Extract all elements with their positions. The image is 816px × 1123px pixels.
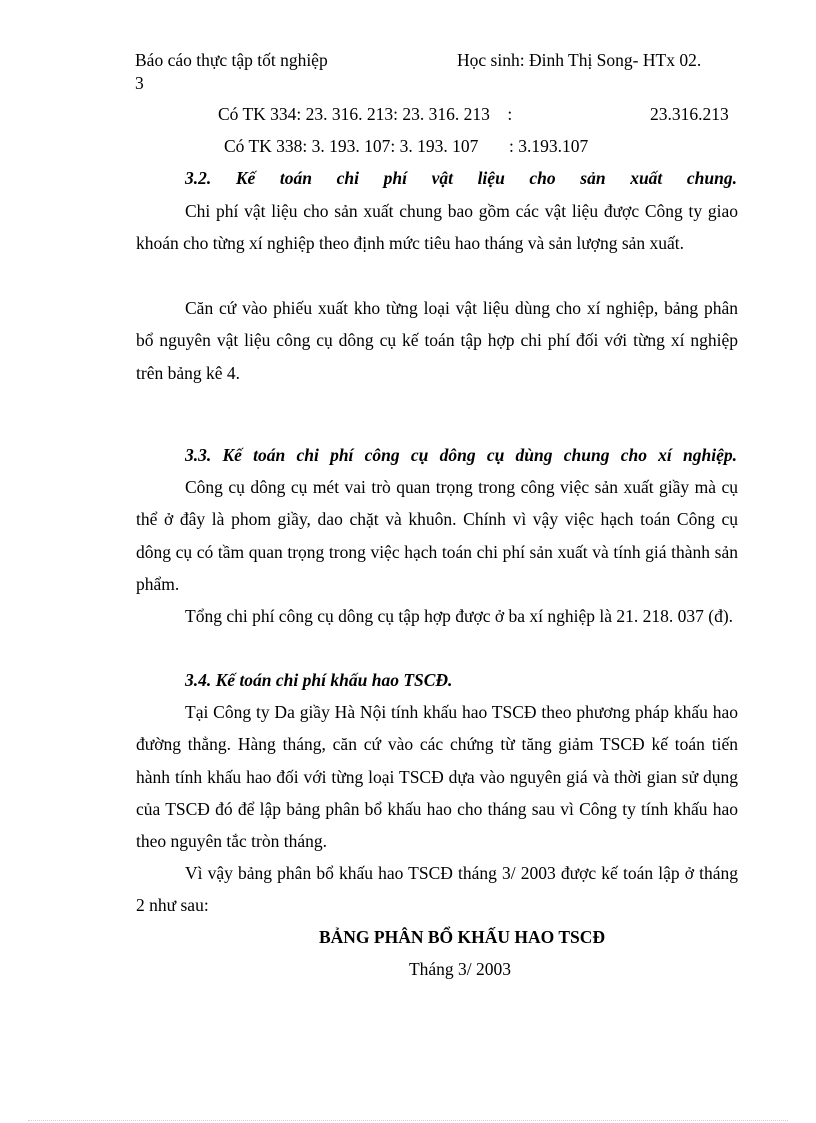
report-title: Báo cáo thực tập tốt nghiệp — [135, 50, 328, 70]
credit-entry-338: Có TK 338: 3. 193. 107: 3. 193. 107 : 3.193.107 — [224, 136, 589, 156]
paragraph-3-3-2: Tổng chi phí công cụ dông cụ tập hợp được ở ba xí nghiệp là 21. 218. 037 (đ). — [185, 606, 734, 626]
student-name: Học sinh: Đinh Thị Song- HTx 02. — [457, 50, 702, 70]
section-heading-3-4: 3.4. Kế toán chi phí khấu hao TSCĐ. — [185, 670, 453, 690]
table-title: BẢNG PHÂN BỔ KHẤU HAO TSCĐ — [318, 927, 606, 947]
credit-entry-334-text: Có TK 334: 23. 316. 213: 23. 316. 213 : — [218, 104, 513, 124]
page-divider — [28, 1120, 788, 1121]
credit-entry-334-amount: 23.316.213 — [650, 104, 729, 124]
paragraph-3-2-2: Căn cứ vào phiếu xuất kho từng loại vật liệu dùng cho xí nghiệp, bảng phân bổ nguyên vật liệu công cụ dông cụ kế toán tập hợp chi phí đối với từng xí nghiệp trên bảng kê 4. — [136, 298, 738, 383]
paragraph-3-3-1: Công cụ dông cụ mét vai trò quan trọng trong công việc sản xuất giầy mà cụ thể ở đây là phom giầy, dao chặt và khuôn. Chính vì vậy việc hạch toán Công cụ dông cụ có tầm quan trọng trong việc hạch toán chi phí sản xuất và tính giá thành sản phẩm. — [136, 477, 738, 594]
student-class-wrap: 3 — [135, 73, 144, 93]
section-heading-3-3: 3.3. Kế toán chi phí công cụ dông cụ dùng chung cho xí nghiệp. — [185, 445, 737, 465]
paragraph-3-2-1: Chi phí vật liệu cho sản xuất chung bao gồm các vật liệu được Công ty giao khoán cho từng xí nghiệp theo định mức tiêu hao tháng và sản lượng sản xuất. — [136, 201, 738, 254]
table-subtitle: Tháng 3/ 2003 — [408, 959, 512, 979]
paragraph-3-4-1: Tại Công ty Da giầy Hà Nội tính khấu hao TSCĐ theo phương pháp khấu hao đường thẳng. Hàng tháng, căn cứ vào các chứng từ tăng giảm TSCĐ kế toán tiến hành tính khấu hao đối với từng loại TSCĐ dựa vào nguyên giá và thời gian sử dụng của TSCĐ đó để lập bảng phân bổ khấu hao cho tháng sau vì Công ty tính khấu hao theo nguyên tắc tròn tháng. — [136, 702, 738, 852]
credit-entry-334 — [218, 104, 729, 125]
section-heading-3-2: 3.2. Kế toán chi phí vật liệu cho sản xuất chung. — [185, 168, 737, 188]
paragraph-3-4-2: Vì vậy bảng phân bổ khấu hao TSCĐ tháng 3/ 2003 được kế toán lập ở tháng 2 như sau: — [136, 863, 738, 916]
